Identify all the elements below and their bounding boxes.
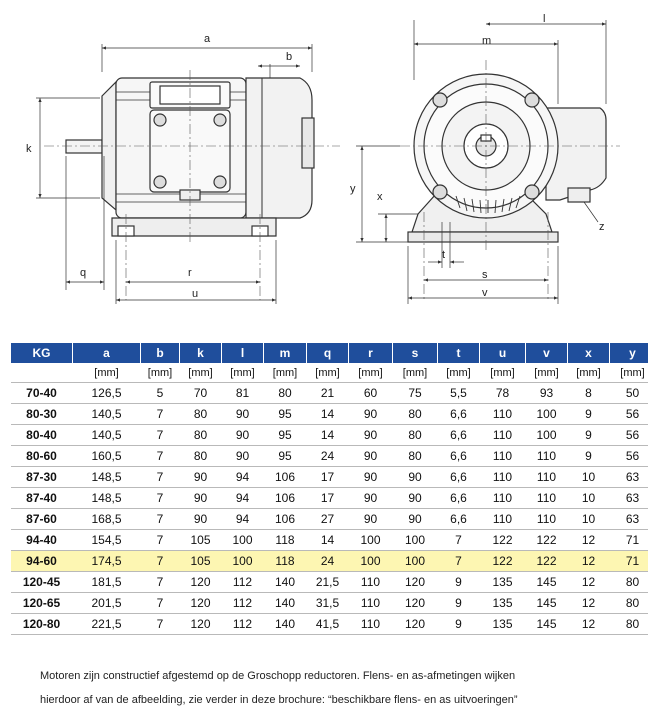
cell-u: 122 xyxy=(480,530,526,551)
cell-kg: 70-40 xyxy=(11,383,73,404)
cell-y: 71 xyxy=(610,551,648,572)
cell-b: 7 xyxy=(141,446,180,467)
cell-x: 12 xyxy=(568,551,610,572)
cell-m: 106 xyxy=(264,509,307,530)
cell-y: 80 xyxy=(610,572,648,593)
cell-m: 80 xyxy=(264,383,307,404)
cell-a: 148,5 xyxy=(73,467,141,488)
cell-kg: 80-40 xyxy=(11,425,73,446)
cell-m: 118 xyxy=(264,530,307,551)
cell-a: 154,5 xyxy=(73,530,141,551)
cell-v: 93 xyxy=(526,383,568,404)
footnote xyxy=(40,664,610,712)
cell-r: 90 xyxy=(349,404,393,425)
dim-label-q: q xyxy=(80,267,87,279)
cell-u: 110 xyxy=(480,467,526,488)
table-header-row xyxy=(11,343,648,364)
column-header: KG xyxy=(11,343,73,364)
cell-u: 122 xyxy=(480,551,526,572)
cell-a: 174,5 xyxy=(73,551,141,572)
cell-t: 7 xyxy=(438,551,480,572)
cell-s: 90 xyxy=(393,467,438,488)
cell-kg: 80-30 xyxy=(11,404,73,425)
cell-k: 120 xyxy=(180,572,222,593)
cell-b: 7 xyxy=(141,593,180,614)
cell-b: 7 xyxy=(141,530,180,551)
cell-r: 90 xyxy=(349,446,393,467)
cell-y: 56 xyxy=(610,404,648,425)
cell-l: 90 xyxy=(222,425,264,446)
cell-l: 90 xyxy=(222,446,264,467)
cell-l: 94 xyxy=(222,488,264,509)
unit-cell: [mm] xyxy=(438,364,480,383)
unit-cell: [mm] xyxy=(141,364,180,383)
cell-s: 80 xyxy=(393,425,438,446)
cell-s: 80 xyxy=(393,404,438,425)
cell-r: 110 xyxy=(349,593,393,614)
cell-x: 9 xyxy=(568,425,610,446)
cell-k: 80 xyxy=(180,404,222,425)
cell-k: 105 xyxy=(180,530,222,551)
unit-cell: [mm] xyxy=(610,364,648,383)
cell-r: 110 xyxy=(349,614,393,635)
table-row xyxy=(11,593,648,614)
column-header: r xyxy=(349,343,393,364)
unit-cell: [mm] xyxy=(526,364,568,383)
cell-kg: 80-60 xyxy=(11,446,73,467)
cell-x: 9 xyxy=(568,404,610,425)
cell-m: 140 xyxy=(264,593,307,614)
cell-k: 105 xyxy=(180,551,222,572)
cell-k: 80 xyxy=(180,425,222,446)
cell-t: 9 xyxy=(438,593,480,614)
cell-a: 201,5 xyxy=(73,593,141,614)
cell-kg: 120-45 xyxy=(11,572,73,593)
cell-m: 140 xyxy=(264,572,307,593)
footnote-line-1: Motoren zijn constructief afgestemd op de Groschopp reductoren. Flens- en as-afmetingen wijken xyxy=(40,670,516,682)
cell-y: 56 xyxy=(610,425,648,446)
footnote-line-2: hierdoor af van de afbeelding, zie verder in deze brochure: “beschikbare flens- en as uitvoeringen” xyxy=(40,694,518,706)
column-header: b xyxy=(141,343,180,364)
column-header: l xyxy=(222,343,264,364)
cell-x: 10 xyxy=(568,509,610,530)
cell-x: 10 xyxy=(568,467,610,488)
cell-t: 9 xyxy=(438,614,480,635)
dim-label-t: t xyxy=(442,249,446,261)
unit-cell xyxy=(11,364,73,383)
cell-t: 6,6 xyxy=(438,446,480,467)
cell-r: 90 xyxy=(349,467,393,488)
dim-label-x: x xyxy=(377,191,383,203)
cell-k: 70 xyxy=(180,383,222,404)
cell-r: 100 xyxy=(349,551,393,572)
cell-s: 120 xyxy=(393,593,438,614)
cell-u: 78 xyxy=(480,383,526,404)
cell-v: 145 xyxy=(526,593,568,614)
unit-cell: [mm] xyxy=(180,364,222,383)
unit-cell: [mm] xyxy=(222,364,264,383)
cell-b: 5 xyxy=(141,383,180,404)
cell-s: 120 xyxy=(393,614,438,635)
cell-a: 168,5 xyxy=(73,509,141,530)
cell-q: 27 xyxy=(307,509,349,530)
cell-s: 120 xyxy=(393,572,438,593)
dim-label-s: s xyxy=(482,269,488,281)
cell-u: 110 xyxy=(480,509,526,530)
cell-q: 17 xyxy=(307,467,349,488)
cell-a: 126,5 xyxy=(73,383,141,404)
cell-kg: 87-60 xyxy=(11,509,73,530)
cell-u: 110 xyxy=(480,446,526,467)
dim-label-u: u xyxy=(192,288,199,300)
table-row xyxy=(11,404,648,425)
cell-q: 17 xyxy=(307,488,349,509)
cell-b: 7 xyxy=(141,614,180,635)
cell-s: 90 xyxy=(393,509,438,530)
unit-cell: [mm] xyxy=(568,364,610,383)
cell-y: 63 xyxy=(610,488,648,509)
cell-v: 100 xyxy=(526,404,568,425)
cell-a: 221,5 xyxy=(73,614,141,635)
cell-x: 12 xyxy=(568,614,610,635)
cell-l: 90 xyxy=(222,404,264,425)
cell-k: 90 xyxy=(180,509,222,530)
cell-t: 5,5 xyxy=(438,383,480,404)
cell-m: 95 xyxy=(264,446,307,467)
cell-v: 145 xyxy=(526,572,568,593)
cell-s: 100 xyxy=(393,530,438,551)
cell-k: 90 xyxy=(180,467,222,488)
cell-r: 90 xyxy=(349,488,393,509)
cell-b: 7 xyxy=(141,488,180,509)
column-header: q xyxy=(307,343,349,364)
cell-a: 140,5 xyxy=(73,404,141,425)
unit-cell: [mm] xyxy=(264,364,307,383)
dim-label-y: y xyxy=(350,183,356,195)
table-row xyxy=(11,551,648,572)
cell-s: 90 xyxy=(393,488,438,509)
cell-l: 112 xyxy=(222,593,264,614)
cell-t: 6,6 xyxy=(438,425,480,446)
cell-kg: 94-60 xyxy=(11,551,73,572)
table-row xyxy=(11,509,648,530)
table-row xyxy=(11,467,648,488)
column-header: v xyxy=(526,343,568,364)
dim-label-v: v xyxy=(482,287,488,299)
cell-kg: 120-80 xyxy=(11,614,73,635)
cell-u: 135 xyxy=(480,593,526,614)
unit-cell: [mm] xyxy=(480,364,526,383)
cell-k: 120 xyxy=(180,614,222,635)
cell-l: 112 xyxy=(222,614,264,635)
cell-s: 75 xyxy=(393,383,438,404)
cell-r: 100 xyxy=(349,530,393,551)
cell-r: 90 xyxy=(349,425,393,446)
cell-t: 9 xyxy=(438,572,480,593)
cell-t: 7 xyxy=(438,530,480,551)
dim-label-r: r xyxy=(188,267,192,279)
cell-k: 90 xyxy=(180,488,222,509)
cell-t: 6,6 xyxy=(438,404,480,425)
cell-v: 122 xyxy=(526,530,568,551)
cell-m: 140 xyxy=(264,614,307,635)
cell-kg: 94-40 xyxy=(11,530,73,551)
cell-y: 80 xyxy=(610,614,648,635)
cell-l: 94 xyxy=(222,467,264,488)
cell-x: 12 xyxy=(568,593,610,614)
cell-k: 120 xyxy=(180,593,222,614)
cell-s: 80 xyxy=(393,446,438,467)
cell-a: 140,5 xyxy=(73,425,141,446)
cell-q: 14 xyxy=(307,425,349,446)
cell-x: 9 xyxy=(568,446,610,467)
cell-r: 110 xyxy=(349,572,393,593)
cell-t: 6,6 xyxy=(438,467,480,488)
cell-q: 31,5 xyxy=(307,593,349,614)
unit-cell: [mm] xyxy=(349,364,393,383)
cell-t: 6,6 xyxy=(438,488,480,509)
dim-label-a: a xyxy=(204,33,211,45)
cell-a: 181,5 xyxy=(73,572,141,593)
unit-cell: [mm] xyxy=(73,364,141,383)
cell-b: 7 xyxy=(141,404,180,425)
column-header: m xyxy=(264,343,307,364)
table-row xyxy=(11,614,648,635)
cell-m: 95 xyxy=(264,404,307,425)
column-header: s xyxy=(393,343,438,364)
cell-y: 56 xyxy=(610,446,648,467)
table-row xyxy=(11,425,648,446)
dimensions-table xyxy=(10,342,648,635)
cell-m: 95 xyxy=(264,425,307,446)
cell-q: 14 xyxy=(307,404,349,425)
cell-b: 7 xyxy=(141,425,180,446)
dim-label-l: l xyxy=(543,13,546,25)
table-row xyxy=(11,530,648,551)
cell-y: 63 xyxy=(610,467,648,488)
motor-technical-drawing xyxy=(0,0,648,330)
cell-b: 7 xyxy=(141,572,180,593)
cell-y: 63 xyxy=(610,509,648,530)
cell-u: 110 xyxy=(480,488,526,509)
cell-x: 12 xyxy=(568,572,610,593)
cell-y: 80 xyxy=(610,593,648,614)
cell-l: 100 xyxy=(222,530,264,551)
table-row xyxy=(11,446,648,467)
cell-b: 7 xyxy=(141,509,180,530)
table-row xyxy=(11,572,648,593)
cell-m: 106 xyxy=(264,467,307,488)
cell-x: 10 xyxy=(568,488,610,509)
cell-m: 106 xyxy=(264,488,307,509)
cell-q: 21 xyxy=(307,383,349,404)
cell-r: 90 xyxy=(349,509,393,530)
cell-k: 80 xyxy=(180,446,222,467)
cell-v: 110 xyxy=(526,467,568,488)
cell-q: 14 xyxy=(307,530,349,551)
dim-label-k: k xyxy=(26,143,32,155)
dim-label-z: z xyxy=(599,221,605,233)
unit-cell: [mm] xyxy=(393,364,438,383)
cell-q: 24 xyxy=(307,551,349,572)
cell-q: 21,5 xyxy=(307,572,349,593)
cell-u: 135 xyxy=(480,614,526,635)
motor-front-view xyxy=(408,74,606,242)
cell-a: 160,5 xyxy=(73,446,141,467)
cell-t: 6,6 xyxy=(438,509,480,530)
dim-label-b: b xyxy=(286,51,293,63)
column-header: x xyxy=(568,343,610,364)
cell-l: 94 xyxy=(222,509,264,530)
cell-s: 100 xyxy=(393,551,438,572)
cell-y: 71 xyxy=(610,530,648,551)
cell-l: 112 xyxy=(222,572,264,593)
cell-v: 110 xyxy=(526,488,568,509)
column-header: y xyxy=(610,343,648,364)
cell-q: 24 xyxy=(307,446,349,467)
cell-a: 148,5 xyxy=(73,488,141,509)
cell-x: 8 xyxy=(568,383,610,404)
cell-b: 7 xyxy=(141,467,180,488)
cell-v: 100 xyxy=(526,425,568,446)
cell-u: 110 xyxy=(480,404,526,425)
column-header: t xyxy=(438,343,480,364)
units-row xyxy=(11,364,648,383)
dim-label-m: m xyxy=(482,35,492,47)
cell-kg: 120-65 xyxy=(11,593,73,614)
cell-y: 50 xyxy=(610,383,648,404)
cell-q: 41,5 xyxy=(307,614,349,635)
cell-l: 100 xyxy=(222,551,264,572)
table-row xyxy=(11,488,648,509)
cell-r: 60 xyxy=(349,383,393,404)
cell-u: 135 xyxy=(480,572,526,593)
column-header: u xyxy=(480,343,526,364)
cell-b: 7 xyxy=(141,551,180,572)
unit-cell: [mm] xyxy=(307,364,349,383)
cell-v: 122 xyxy=(526,551,568,572)
cell-kg: 87-30 xyxy=(11,467,73,488)
cell-v: 110 xyxy=(526,446,568,467)
column-header: a xyxy=(73,343,141,364)
cell-v: 145 xyxy=(526,614,568,635)
cell-v: 110 xyxy=(526,509,568,530)
table-row xyxy=(11,383,648,404)
column-header: k xyxy=(180,343,222,364)
cell-kg: 87-40 xyxy=(11,488,73,509)
cell-x: 12 xyxy=(568,530,610,551)
cell-m: 118 xyxy=(264,551,307,572)
cell-u: 110 xyxy=(480,425,526,446)
cell-l: 81 xyxy=(222,383,264,404)
